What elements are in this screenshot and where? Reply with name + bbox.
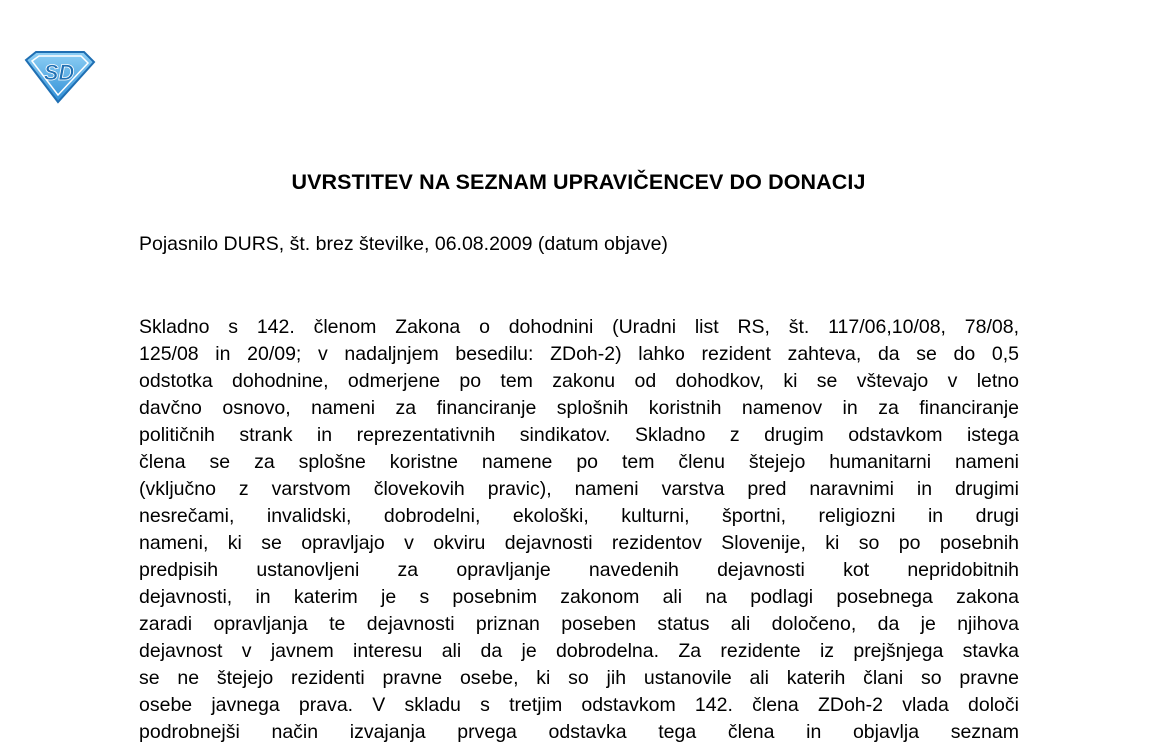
body-line: člena se za splošne koristne namene po tem členu štejejo humanitarni nameni: [139, 451, 1019, 473]
body-line: odstotka dohodnine, odmerjene po tem zakonu od dohodkov, ki se vštevajo v letno: [139, 370, 1019, 392]
body-line: se ne štejejo rezidenti pravne osebe, ki so jih ustanovile ali katerih člani so pravne: [139, 667, 1019, 689]
body-line: davčno osnovo, nameni za financiranje splošnih koristnih namenov in za financiranje: [139, 397, 1019, 419]
body-line: podrobnejši način izvajanja prvega odstavka tega člena in objavlja seznam: [139, 721, 1019, 743]
body-line: nameni, ki se opravljajo v okviru dejavnosti rezidentov Slovenije, ki so po posebnih: [139, 532, 1019, 554]
body-line: 125/08 in 20/09; v nadaljnjem besedilu: ZDoh-2) lahko rezident zahteva, da se do 0,5: [139, 343, 1019, 365]
body-line: (vključno z varstvom človekovih pravic), nameni varstva pred naravnimi in drugimi: [139, 478, 1019, 500]
document-body: [139, 314, 1019, 746]
body-line: dejavnosti, in katerim je s posebnim zakonom ali na podlagi posebnega zakona: [139, 586, 1019, 608]
body-line: dejavnost v javnem interesu ali da je dobrodelna. Za rezidente iz prejšnjega stavka: [139, 640, 1019, 662]
body-line: zaradi opravljanja te dejavnosti priznan poseben status ali določeno, da je njihova: [139, 613, 1019, 635]
logo-lettering: SD: [43, 60, 75, 85]
shield-logo-icon: [22, 50, 96, 104]
document-subtitle: Pojasnilo DURS, št. brez številke, 06.08.2009 (datum objave): [139, 233, 668, 255]
body-line: političnih strank in reprezentativnih sindikatov. Skladno z drugim odstavkom istega: [139, 424, 1019, 446]
document-title: UVRSTITEV NA SEZNAM UPRAVIČENCEV DO DONACIJ: [291, 170, 866, 194]
body-line: predpisih ustanovljeni za opravljanje navedenih dejavnosti kot nepridobitnih: [139, 559, 1019, 581]
body-line: nesrečami, invalidski, dobrodelni, ekološki, kulturni, športni, religiozni in drugi: [139, 505, 1019, 527]
body-line: osebe javnega prava. V skladu s tretjim odstavkom 142. člena ZDoh-2 vlada določi: [139, 694, 1019, 716]
body-line: Skladno s 142. členom Zakona o dohodnini (Uradni list RS, št. 117/06,10/08, 78/08,: [139, 316, 1019, 338]
organization-logo: [22, 50, 96, 104]
